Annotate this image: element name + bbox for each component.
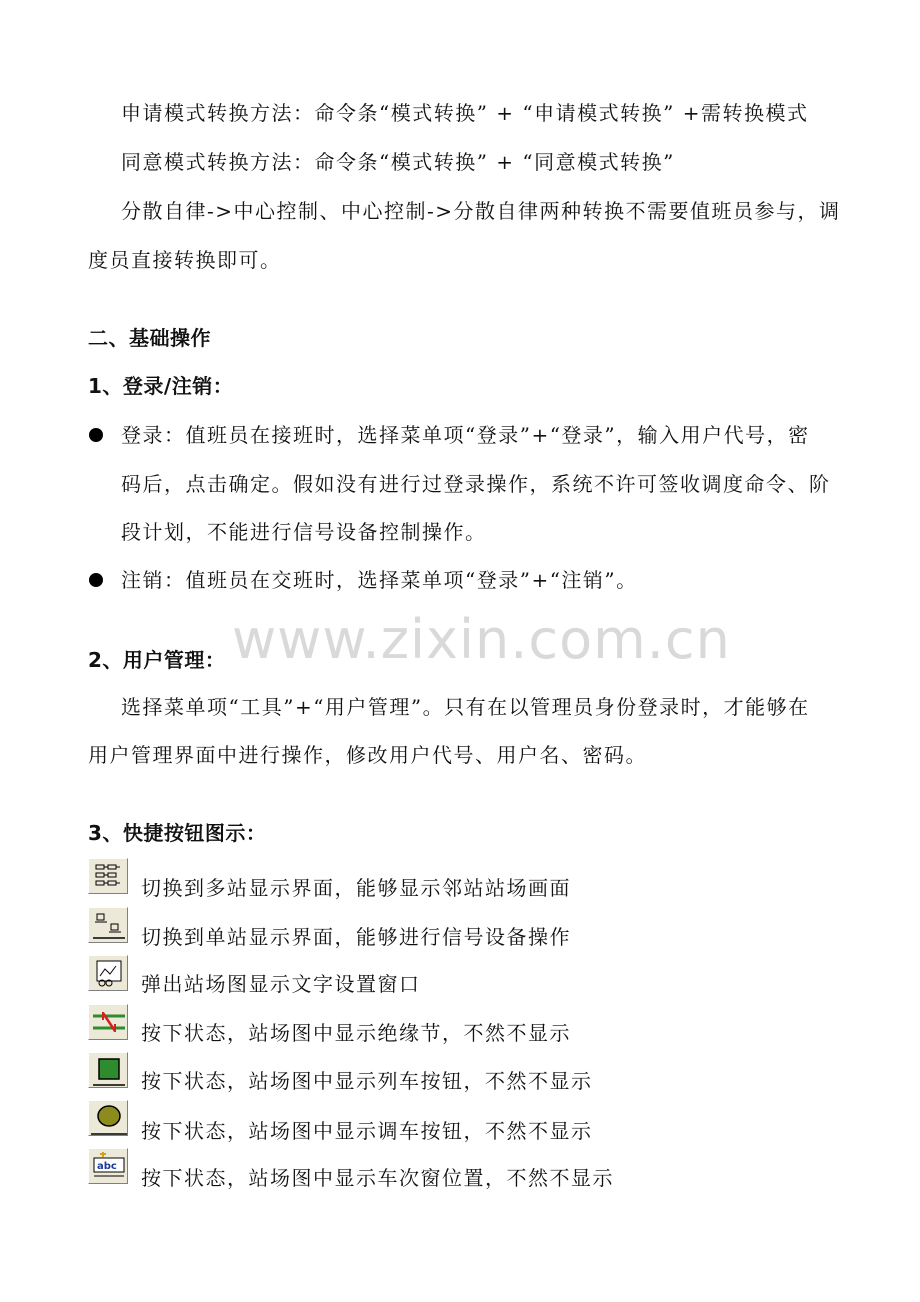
paragraph-agree-mode: 同意模式转换方法：命令条“模式转换” + “同意模式转换” [121,150,675,174]
paragraph-switch-line2: 度员直接转换即可。 [88,248,282,272]
shortcut-train-button-text: 按下状态，站场图中显示列车按钮，不然不显示 [141,1069,593,1093]
subsection-heading-login-logout: 1、登录/注销： [88,374,234,398]
shortcut-train-number-window-text: 按下状态，站场图中显示车次窗位置，不然不显示 [141,1166,614,1190]
shortcut-train-number-window-button[interactable] [88,1148,128,1184]
shortcut-insulation-joint-text: 按下状态，站场图中显示绝缘节，不然不显示 [141,1021,571,1045]
shortcut-train-button[interactable] [88,1052,128,1088]
shortcut-single-station-button[interactable] [88,907,128,943]
bullet-icon [89,428,103,442]
logout-text-line1: 注销：值班员在交班时，选择菜单项“登录”+“注销”。 [121,568,638,592]
paragraph-apply-mode: 申请模式转换方法：命令条“模式转换” + “申请模式转换” +需转换模式 [121,101,809,125]
subsection-heading-user-management: 2、用户管理： [88,648,226,672]
login-text-line3: 段计划，不能进行信号设备控制操作。 [121,520,487,544]
paragraph-switch-line1: 分散自律->中心控制、中心控制->分散自律两种转换不需要值班员参与，调 [121,199,841,223]
user-management-line2: 用户管理界面中进行操作，修改用户代号、用户名、密码。 [88,743,647,767]
bullet-icon [89,573,103,587]
shortcut-shunt-button-text: 按下状态，站场图中显示调车按钮，不然不显示 [141,1119,593,1143]
shortcut-insulation-joint-button[interactable] [88,1004,128,1040]
subsection-heading-shortcut-buttons: 3、快捷按钮图示： [88,821,267,845]
shortcut-single-station-text: 切换到单站显示界面，能够进行信号设备操作 [141,925,571,949]
shortcut-multi-station-button[interactable] [88,858,128,894]
login-text-line1: 登录：值班员在接班时，选择菜单项“登录”+“登录”，输入用户代号，密 [121,423,810,447]
login-text-line2: 码后，点击确定。假如没有进行过登录操作，系统不许可签收调度命令、阶 [121,472,831,496]
svg-text:abc: abc [97,1161,117,1172]
section-heading-basic-operations: 二、基础操作 [88,326,211,350]
shortcut-text-settings-text: 弹出站场图显示文字设置窗口 [141,972,421,996]
watermark: www.zixin.com.cn [232,608,731,671]
user-management-line1: 选择菜单项“工具”+“用户管理”。只有在以管理员身份登录时，才能够在 [121,695,810,719]
shortcut-shunt-button[interactable] [88,1100,128,1136]
shortcut-multi-station-text: 切换到多站显示界面，能够显示邻站站场画面 [141,876,571,900]
shortcut-text-settings-button[interactable] [88,955,128,991]
